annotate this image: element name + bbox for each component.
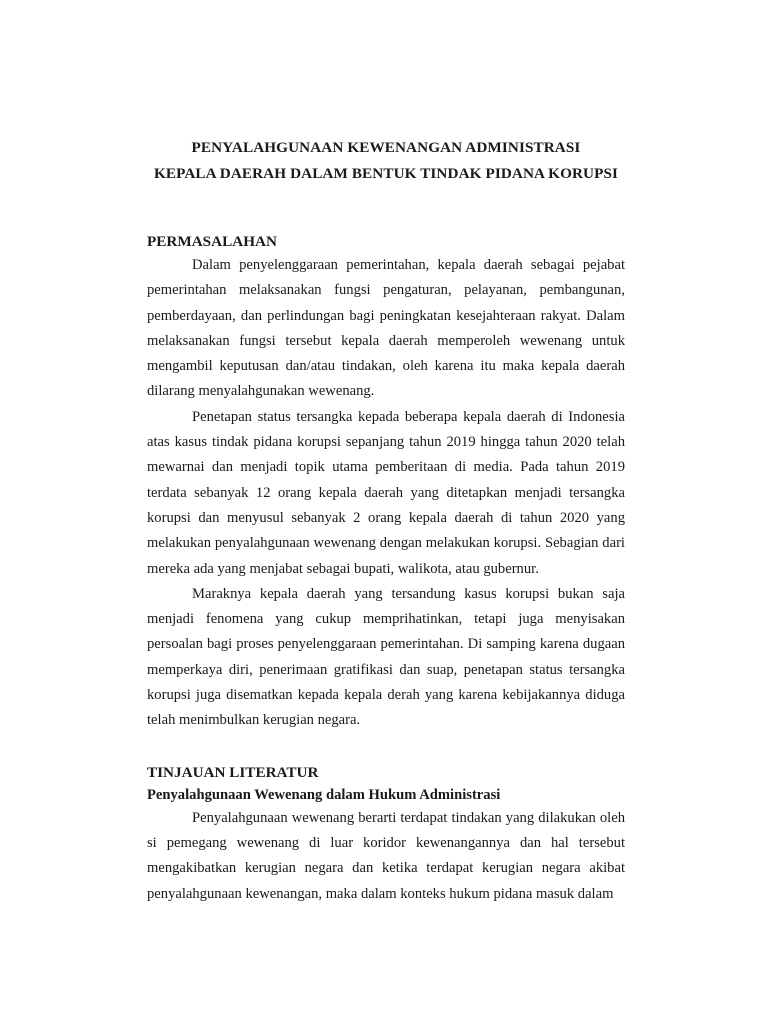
title-line-2: KEPALA DAERAH DALAM BENTUK TINDAK PIDANA KORUPSI — [153, 165, 619, 182]
title-line-1: PENYALAHGUNAAN KEWENANGAN ADMINISTRASI — [191, 139, 581, 156]
document-title — [147, 0, 625, 187]
section-heading-permasalahan: PERMASALAHAN — [147, 233, 277, 250]
section-heading-tinjauan-literatur: TINJAUAN LITERATUR — [147, 763, 319, 781]
paragraph: Dalam penyelenggaraan pemerintahan, kepala daerah sebagai pejabat pemerintahan melaksanakan fungsi pengaturan, pelayanan, pembangunan, pemberdayaan, dan perlindungan bagi peningkatan kesejahteraan rakyat. Dalam melaksanakan fungsi tersebut kepala daerah memperoleh wewenang untuk mengambil keputusan dan/atau tindakan, oleh karena itu maka kepala daerah dilarang menyalahgunakan wewenang. — [147, 257, 625, 400]
paragraph: Penyalahgunaan wewenang berarti terdapat tindakan yang dilakukan oleh si pemegang wewenang di luar koridor kewenangannya dan hal tersebut mengakibatkan kerugian negara dan ketika terdapat kerugian negara akibat penyalahgunaan kewenangan, maka dalam konteks hukum pidana masuk dalam — [147, 809, 625, 902]
paragraph: Maraknya kepala daerah yang tersandung kasus korupsi bukan saja menjadi fenomena yang cukup memprihatinkan, tetapi juga menyisakan persoalan bagi proses penyelenggaraan pemerintahan. Di samping karena dugaan memperkaya diri, penerimaan gratifikasi dan suap, penetapan status tersangka korupsi juga disematkan kepada kepala derah yang karena kebijakannya diduga telah menimbulkan kerugian negara. — [147, 585, 625, 729]
paragraph: Penetapan status tersangka kepada beberapa kepala daerah di Indonesia atas kasus tindak pidana korupsi sepanjang tahun 2019 hingga tahun 2020 telah mewarnai dan menjadi topik utama pemberitaan di media. Pada tahun 2019 terdata sebanyak 12 orang kepala daerah yang ditetapkan menjadi tersangka korupsi dan menyusul sebanyak 2 orang kepala daerah di tahun 2020 yang melakukan penyalahgunaan wewenang dengan melakukan korupsi. Sebagian dari mereka ada yang menjabat sebagai bupati, walikota, atau gubernur. — [147, 408, 625, 577]
subsection-heading: Penyalahgunaan Wewenang dalam Hukum Administrasi — [147, 786, 501, 803]
